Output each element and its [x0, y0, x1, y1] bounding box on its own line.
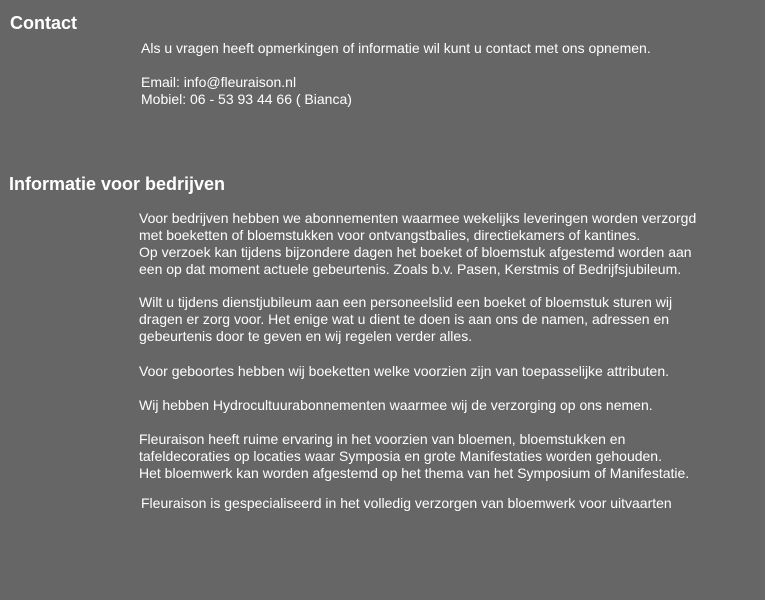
contact-email: Email: info@fleuraison.nl [141, 74, 297, 90]
text-line: Voor bedrijven hebben we abonnementen waarmee wekelijks leveringen worden verzorgd [139, 210, 697, 226]
contact-mobile: Mobiel: 06 - 53 93 44 66 ( Bianca) [141, 91, 352, 107]
text-line: Het bloemwerk kan worden afgestemd op het thema van het Symposium of Manifestatie. [139, 465, 690, 481]
business-paragraph-6 [141, 495, 672, 512]
business-heading: Informatie voor bedrijven [9, 174, 226, 194]
contact-intro: Als u vragen heeft opmerkingen of informatie wil kunt u contact met ons opnemen. [141, 40, 651, 56]
text-line: Fleuraison heeft ruime ervaring in het voorzien van bloemen, bloemstukken en [139, 431, 626, 447]
text-line: een op dat moment actuele gebeurtenis. Zoals b.v. Pasen, Kerstmis of Bedrijfsjubileum. [139, 261, 682, 277]
text-line: met boeketten of bloemstukken voor ontvangstbalies, directiekamers of kantines. [139, 227, 641, 243]
text-line: Wilt u tijdens dienstjubileum aan een personeelslid een boeket of bloemstuk sturen wij [139, 294, 673, 310]
business-paragraph-2 [139, 294, 672, 345]
text-line: Voor geboortes hebben wij boeketten welke voorzien zijn van toepasselijke attributen. [139, 363, 669, 379]
contact-heading: Contact [10, 13, 77, 33]
text-line: dragen er zorg voor. Het enige wat u dient te doen is aan ons de namen, adressen en [139, 311, 670, 327]
text-line: gebeurtenis door te geven en wij regelen verder alles. [139, 328, 473, 344]
text-line: Fleuraison is gespecialiseerd in het volledig verzorgen van bloemwerk voor uitvaarten [141, 495, 672, 511]
text-line: tafeldecoraties op locaties waar Symposia en grote Manifestaties worden gehouden. [139, 448, 662, 464]
text-line: Wij hebben Hydrocultuurabonnementen waarmee wij de verzorging op ons nemen. [139, 397, 653, 413]
contact-details [141, 74, 352, 108]
contact-intro-block [141, 40, 651, 57]
business-paragraph-1 [139, 210, 696, 278]
business-paragraph-3 [139, 363, 669, 380]
text-line: Op verzoek kan tijdens bijzondere dagen het boeket of bloemstuk afgestemd worden aan [139, 244, 692, 260]
business-paragraph-4 [139, 397, 653, 414]
business-paragraph-5 [139, 431, 689, 482]
